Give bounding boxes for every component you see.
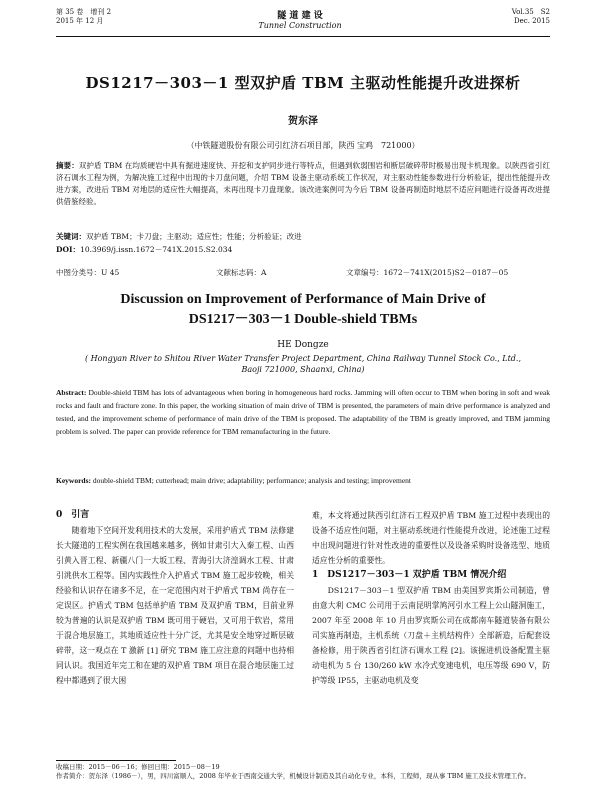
footnote — [56, 763, 550, 781]
abstract-cn-text: 双护盾 TBM 在均质硬岩中具有掘进速度快、开挖和支护同步进行等特点，但遇到软弱围岩和断层破碎带时极易出现卡机现象。以陕西省引红济石调水工程为例，为解决施工过程中出现的卡刀盘问题，介绍 TBM 设备主驱动系统工作状况，对主驱动性能参数进行分析验证，提出性能提升改进方案，改进后 TBM 对地层的适应性大幅提高，未再出现卡刀盘现象。该改进案例可为今后 TBM 设备再制造时地层不适应问题进行设备再改进提供借鉴经验。 — [56, 161, 550, 206]
body-column-right — [312, 508, 550, 688]
keywords-en — [56, 474, 550, 487]
journal-title-en: Tunnel Construction — [258, 21, 342, 30]
abstract-en-label: Abstract: — [56, 388, 87, 397]
header-volume-cn — [56, 8, 176, 26]
keywords-en-label: Keywords: — [56, 476, 91, 485]
header-vol-cn: 第 35 卷 增刊 2 — [56, 8, 112, 16]
affiliation-en — [56, 353, 550, 375]
affiliation-cn: （中铁隧道股份有限公司引红济石项目部，陕西 宝鸡 721000） — [186, 141, 420, 150]
author-cn: 贺东泽 — [288, 116, 318, 127]
section-heading-1: 1 DS1217－303－1 双护盾 TBM 情况介绍 — [312, 570, 507, 580]
keywords-cn-label: 关键词： — [56, 232, 86, 241]
title-en-line1: Discussion on Improvement of Performance of Main Drive of — [120, 292, 486, 307]
doi-label: DOI： — [56, 245, 81, 254]
keywords-cn — [56, 231, 550, 242]
clc-number: 中图分类号：U 45 — [56, 268, 120, 277]
header-rule — [56, 36, 550, 37]
abstract-en-text: Double-shield TBM has lots of advantageous when boring in homogeneous hard rocks. Jamming will often occur to TBM when boring in soft and weak rocks and fault and fracture zone. In this paper, the working situation of main drive of TBM is presented, the parameters of main drive performance is analyzed and tested, and the improvement scheme of performance of main drive of the TBM is proposed. The adaptability of the TBM is greatly improved, and TBM jamming problem is solved. The paper can provide reference for TBM remanufacturing in the future. — [56, 388, 550, 436]
doi — [56, 244, 550, 255]
footnote-bio: 作者简介：贺东泽（1986－），男，四川富顺人，2008 年毕业于西南交通大学，机械设计制造及其自动化专业，本科，工程师，现从事 TBM 施工及技术管理工作。 — [56, 772, 531, 780]
body-paragraph: DS1217－303－1 型双护盾 TBM 由美国罗宾斯公司制造，曾由意大利 CMC 公司用于云南昆明掌鸠河引水工程上公山隧洞施工，2007 年至 2008 年 10 月由罗宾斯公司在成都南车隧道装备有限公司实施再制造，主机系统（刀盘＋主机结构件）全部新造，后配套设备检修，用于陕西省引红济石调水工程 [2]。该掘进机设备配置主驱动电机为 5 台 130/260 kW 水冷式变速电机，电压等级 690 V，防护等级 IP55，主驱动电机及变 — [312, 586, 550, 685]
doi-text: 10.3969/j.issn.1672－741X.2015.S2.034 — [80, 245, 233, 254]
affil-en-line2: Baoji 721000, Shaanxi, China) — [241, 365, 365, 374]
paper-title-en — [56, 290, 550, 330]
keywords-en-text: double-shield TBM; cutterhead; main drive; adaptability; performance; analysis and testing; improvement — [91, 476, 411, 485]
journal-title-cn: 隧 道 建 设 — [277, 11, 323, 21]
author-en: HE Dongze — [277, 340, 329, 350]
affil-en-line1: ( Hongyan River to Shitou River Water Transfer Project Department, China Railway Tunnel Stock Co., Ltd., — [84, 354, 522, 363]
abstract-en — [56, 386, 550, 438]
section-heading-0: 0 引言 — [56, 510, 90, 520]
title-en-line2: DS1217－303－1 Double-shield TBMs — [188, 312, 418, 327]
body-paragraph: 随着地下空间开发利用技术的大发展，采用护盾式 TBM 法修建长大隧道的工程实例在我国越来越多，例如甘肃引大入秦工程、山西引黄入晋工程、新疆八门一大坂工程、青海引大济湟调水工程、甘肃引洮供水工程等。国内实践性介入护盾式 TBM 施工起步较晚，相关经验和认识存在诸多不足，在一定范围内对于护盾式 TBM 尚存在一定误区。护盾式 TBM 包括单护盾 TBM 及双护盾 TBM，目前业界较为普遍的认识是双护盾 TBM 既可用于硬岩，又可用于软岩，常用于混合地层施工，其地质适应性十分广泛，尤其是安全地穿过断层破碎带，这一观点在 T 激新 [1] 研究 TBM 施工应注意的问题中也持相同认识。我国近年完工和在建的双护盾 TBM 项目在混合地层施工过程中都遇到了很大困 — [56, 526, 294, 685]
footnote-rule — [56, 760, 176, 761]
document-code: 文献标志码：A — [216, 268, 267, 277]
body-paragraph-continued: 难，本文将通过陕西引红济石工程双护盾 TBM 施工过程中表现出的设备不适应性问题，对主驱动系统进行性能提升改进，论述施工过程中出现问题进行针对性改进的重要性以及设备采购时设备选型、地质适应性分析的重要性。 — [312, 511, 550, 565]
article-number: 文章编号：1672－741X(2015)S2－0187－05 — [346, 268, 509, 277]
header-date-en: Dec. 2015 — [514, 17, 550, 25]
header-date-cn: 2015 年 12 月 — [56, 17, 104, 25]
abstract-cn-label: 摘要： — [56, 161, 79, 170]
keywords-cn-text: 双护盾 TBM；卡刀盘；主驱动；适应性；性能；分析验证；改进 — [86, 232, 302, 241]
header-volume-en — [470, 8, 550, 26]
journal-header — [220, 8, 380, 30]
abstract-cn — [56, 160, 550, 208]
paper-title-cn: DS1217－303－1 型双护盾 TBM 主驱动性能提升改进探析 — [85, 74, 521, 92]
footnote-received: 收稿日期：2015－06－16；修回日期：2015－08－19 — [56, 763, 220, 771]
header-vol-en: Vol.35 S2 — [511, 8, 550, 16]
body-column-left — [56, 508, 294, 688]
